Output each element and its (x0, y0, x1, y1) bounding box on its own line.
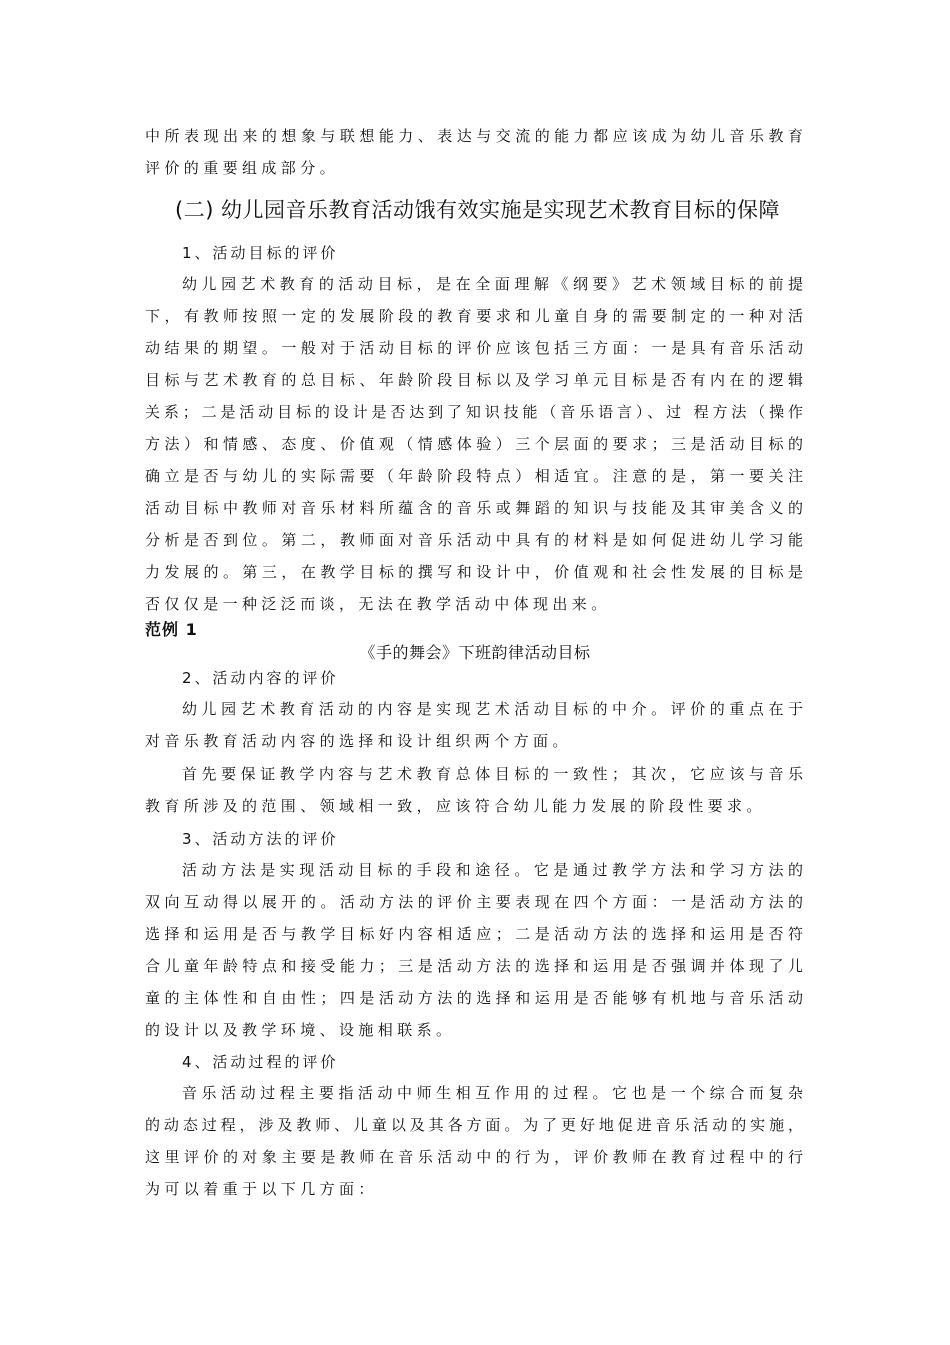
s2-line-1: 幼儿园艺术教育活动的内容是实现艺术活动目标的中介。评价的重点在于 (182, 700, 805, 718)
s3-line-3: 选择和运用是否与教学目标好内容相适应；二是活动方法的选择和运用是否符 (145, 925, 805, 943)
s2-heading: 2、活动内容的评价 (182, 669, 339, 687)
intro-line-2: 评价的重要组成部分。 (145, 159, 340, 177)
s2-line-4: 教育所涉及的范围、领域相一致，应该符合幼儿能力发展的阶段性要求。 (145, 797, 766, 815)
intro-line-1: 中所表现出来的想象与联想能力、表达与交流的能力都应该成为幼儿音乐教育 (145, 127, 805, 145)
s1-line-2: 下，有教师按照一定的发展阶段的教育要求和儿童自身的需要制定的一种对活 (145, 307, 805, 325)
s4-line-1: 音乐活动过程主要指活动中师生相互作用的过程。它也是一个综合而复杂 (182, 1084, 805, 1102)
s1-line-11: 否仅仅是一种泛泛而谈，无法在教学活动中体现出来。 (145, 595, 611, 613)
example-label: 范例 1 (145, 620, 198, 639)
s1-line-4: 目标与艺术教育的总目标、年龄阶段目标以及学习单元目标是否有内在的逻辑 (145, 371, 805, 389)
s1-line-6: 方法）和情感、态度、价值观（情感体验）三个层面的要求；三是活动目标的 (145, 435, 805, 453)
s3-heading: 3、活动方法的评价 (182, 830, 339, 848)
s1-line-10: 力发展的。第三，在教学目标的撰写和设计中，价值观和社会性发展的目标是 (145, 563, 805, 581)
s4-line-4: 为可以着重于以下几方面： (145, 1180, 378, 1198)
example-title: 《手的舞会》下班韵律活动目标 (359, 643, 591, 662)
section-heading: (二) 幼儿园音乐教育活动饿有效实施是实现艺术教育目标的保障 (175, 198, 781, 222)
s3-line-1: 活动方法是实现活动目标的手段和途径。它是通过教学方法和学习方法的 (182, 861, 805, 879)
s4-line-2: 的动态过程，涉及教师、儿童以及其各方面。为了更好地促进音乐活动的实施， (145, 1116, 805, 1134)
s2-line-2: 对音乐教育活动内容的选择和设计组织两个方面。 (145, 732, 572, 750)
s3-line-5: 童的主体性和自由性；四是活动方法的选择和运用是否能够有机地与音乐活动 (145, 989, 805, 1007)
s1-line-3: 动结果的期望。一般对于活动目标的评价应该包括三方面：一是具有音乐活动 (145, 339, 805, 357)
s1-line-7: 确立是否与幼儿的实际需要（年龄阶段特点）相适宜。注意的是，第一要关注 (145, 467, 805, 485)
s4-line-3: 这里评价的对象主要是教师在音乐活动中的行为，评价教师在教育过程中的行 (145, 1148, 805, 1166)
s3-line-6: 的设计以及教学环境、设施相联系。 (145, 1021, 456, 1039)
s3-line-4: 合儿童年龄特点和接受能力；三是活动方法的选择和运用是否强调并体现了儿 (145, 957, 805, 975)
s1-line-9: 分析是否到位。第二，教师面对音乐活动中具有的材料是如何促进幼儿学习能 (145, 531, 805, 549)
s1-line-5: 关系；二是活动目标的设计是否达到了知识技能（音乐语言）、过 程方法（操作 (145, 403, 805, 421)
s1-heading: 1、活动目标的评价 (182, 244, 339, 262)
s4-heading: 4、活动过程的评价 (182, 1053, 339, 1071)
s3-line-2: 双向互动得以展开的。活动方法的评价主要表现在四个方面：一是活动方法的 (145, 893, 805, 911)
s1-line-1: 幼儿园艺术教育的活动目标，是在全面理解《纲要》艺术领域目标的前提 (182, 275, 805, 293)
s1-line-8: 活动目标中教师对音乐材料所蕴含的音乐或舞蹈的知识与技能及其审美含义的 (145, 499, 805, 517)
s2-line-3: 首先要保证教学内容与艺术教育总体目标的一致性；其次，它应该与音乐 (182, 765, 805, 783)
